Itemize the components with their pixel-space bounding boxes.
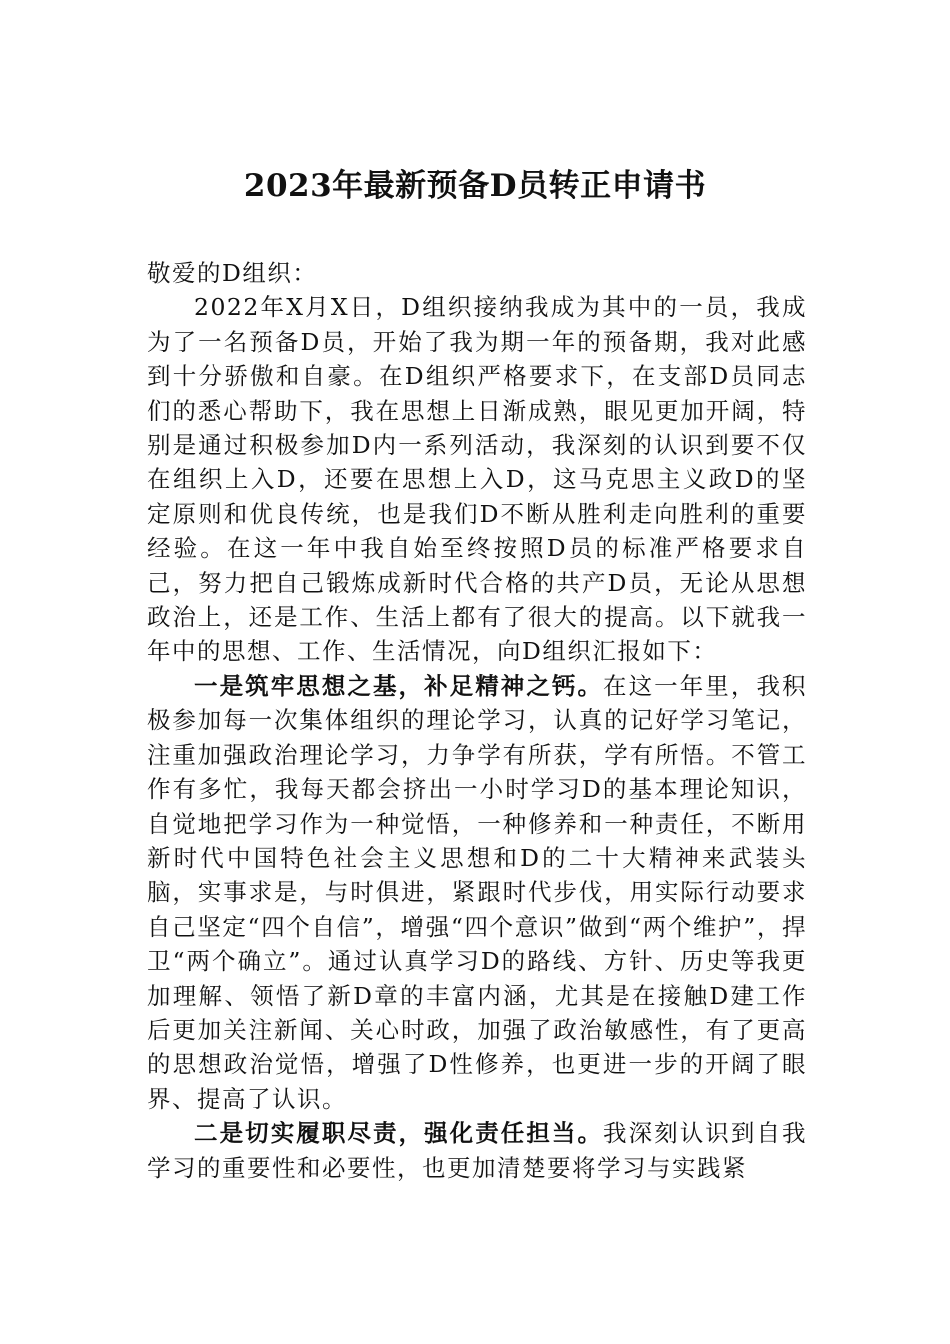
paragraph-text: 我深刻认识到自我学习的重要性和必要性，也更加清楚要将学习与实践紧 [147, 1119, 808, 1182]
salutation: 敬爱的D组织： [147, 259, 318, 287]
paragraph-heading: 二是切实履职尽责，强化责任担当。 [194, 1119, 604, 1148]
paragraph-intro [147, 290, 807, 668]
paragraph-text: 在这一年里，我积极参加每一次集体组织的理论学习，认真的记好学习笔记，注重加强政治理论学习，力争学有所获，学有所悟。不管工作有多忙，我每天都会挤出一小时学习D的基本理论知识，自觉地把学习作为一种觉悟，一种修养和一种责任，不断用新时代中国特色社会主义思想和D的二十大精神来武装头脑，实事求是，与时俱进，紧跟时代步伐，用实际行动要求自己坚定“四个自信”，增强“四个意识”做到“两个维护”，捍卫“两个确立”。通过认真学习D的路线、方针、历史等我更加理解、领悟了新D章的丰富内涵，尤其是在接触D建工作后更加关注新闻、关心时政，加强了政治敏感性，有了更高的思想政治觉悟，增强了D性修养，也更进一步的开阔了眼界、提高了认识。 [147, 671, 808, 1113]
paragraph-text: 2022年X月X日，D组织接纳我成为其中的一员，我成为了一名预备D员，开始了我为期一年的预备期，我对此感到十分骄傲和自豪。在D组织严格要求下，在支部D员同志们的悉心帮助下，我在思想上日渐成熟，眼见更加开阔，特别是通过积极参加D内一系列活动，我深刻的认识到要不仅在组织上入D，还要在思想上入D，这马克思主义政D的坚定原则和优良传统，也是我们D不断从胜利走向胜利的重要经验。在这一年中我自始至终按照D员的标准严格要求自己，努力把自己锻炼成新时代合格的共产D员，无论从思想政治上，还是工作、生活上都有了很大的提高。以下就我一年中的思想、工作、生活情况，向D组织汇报如下： [147, 293, 807, 666]
paragraph-point-one [147, 669, 807, 1116]
document-title: 2023年最新预备D员转正申请书 [243, 168, 707, 204]
paragraph-heading: 一是筑牢思想之基，补足精神之钙。 [194, 671, 604, 700]
document-body [147, 256, 807, 1185]
paragraph-point-two [147, 1116, 807, 1185]
